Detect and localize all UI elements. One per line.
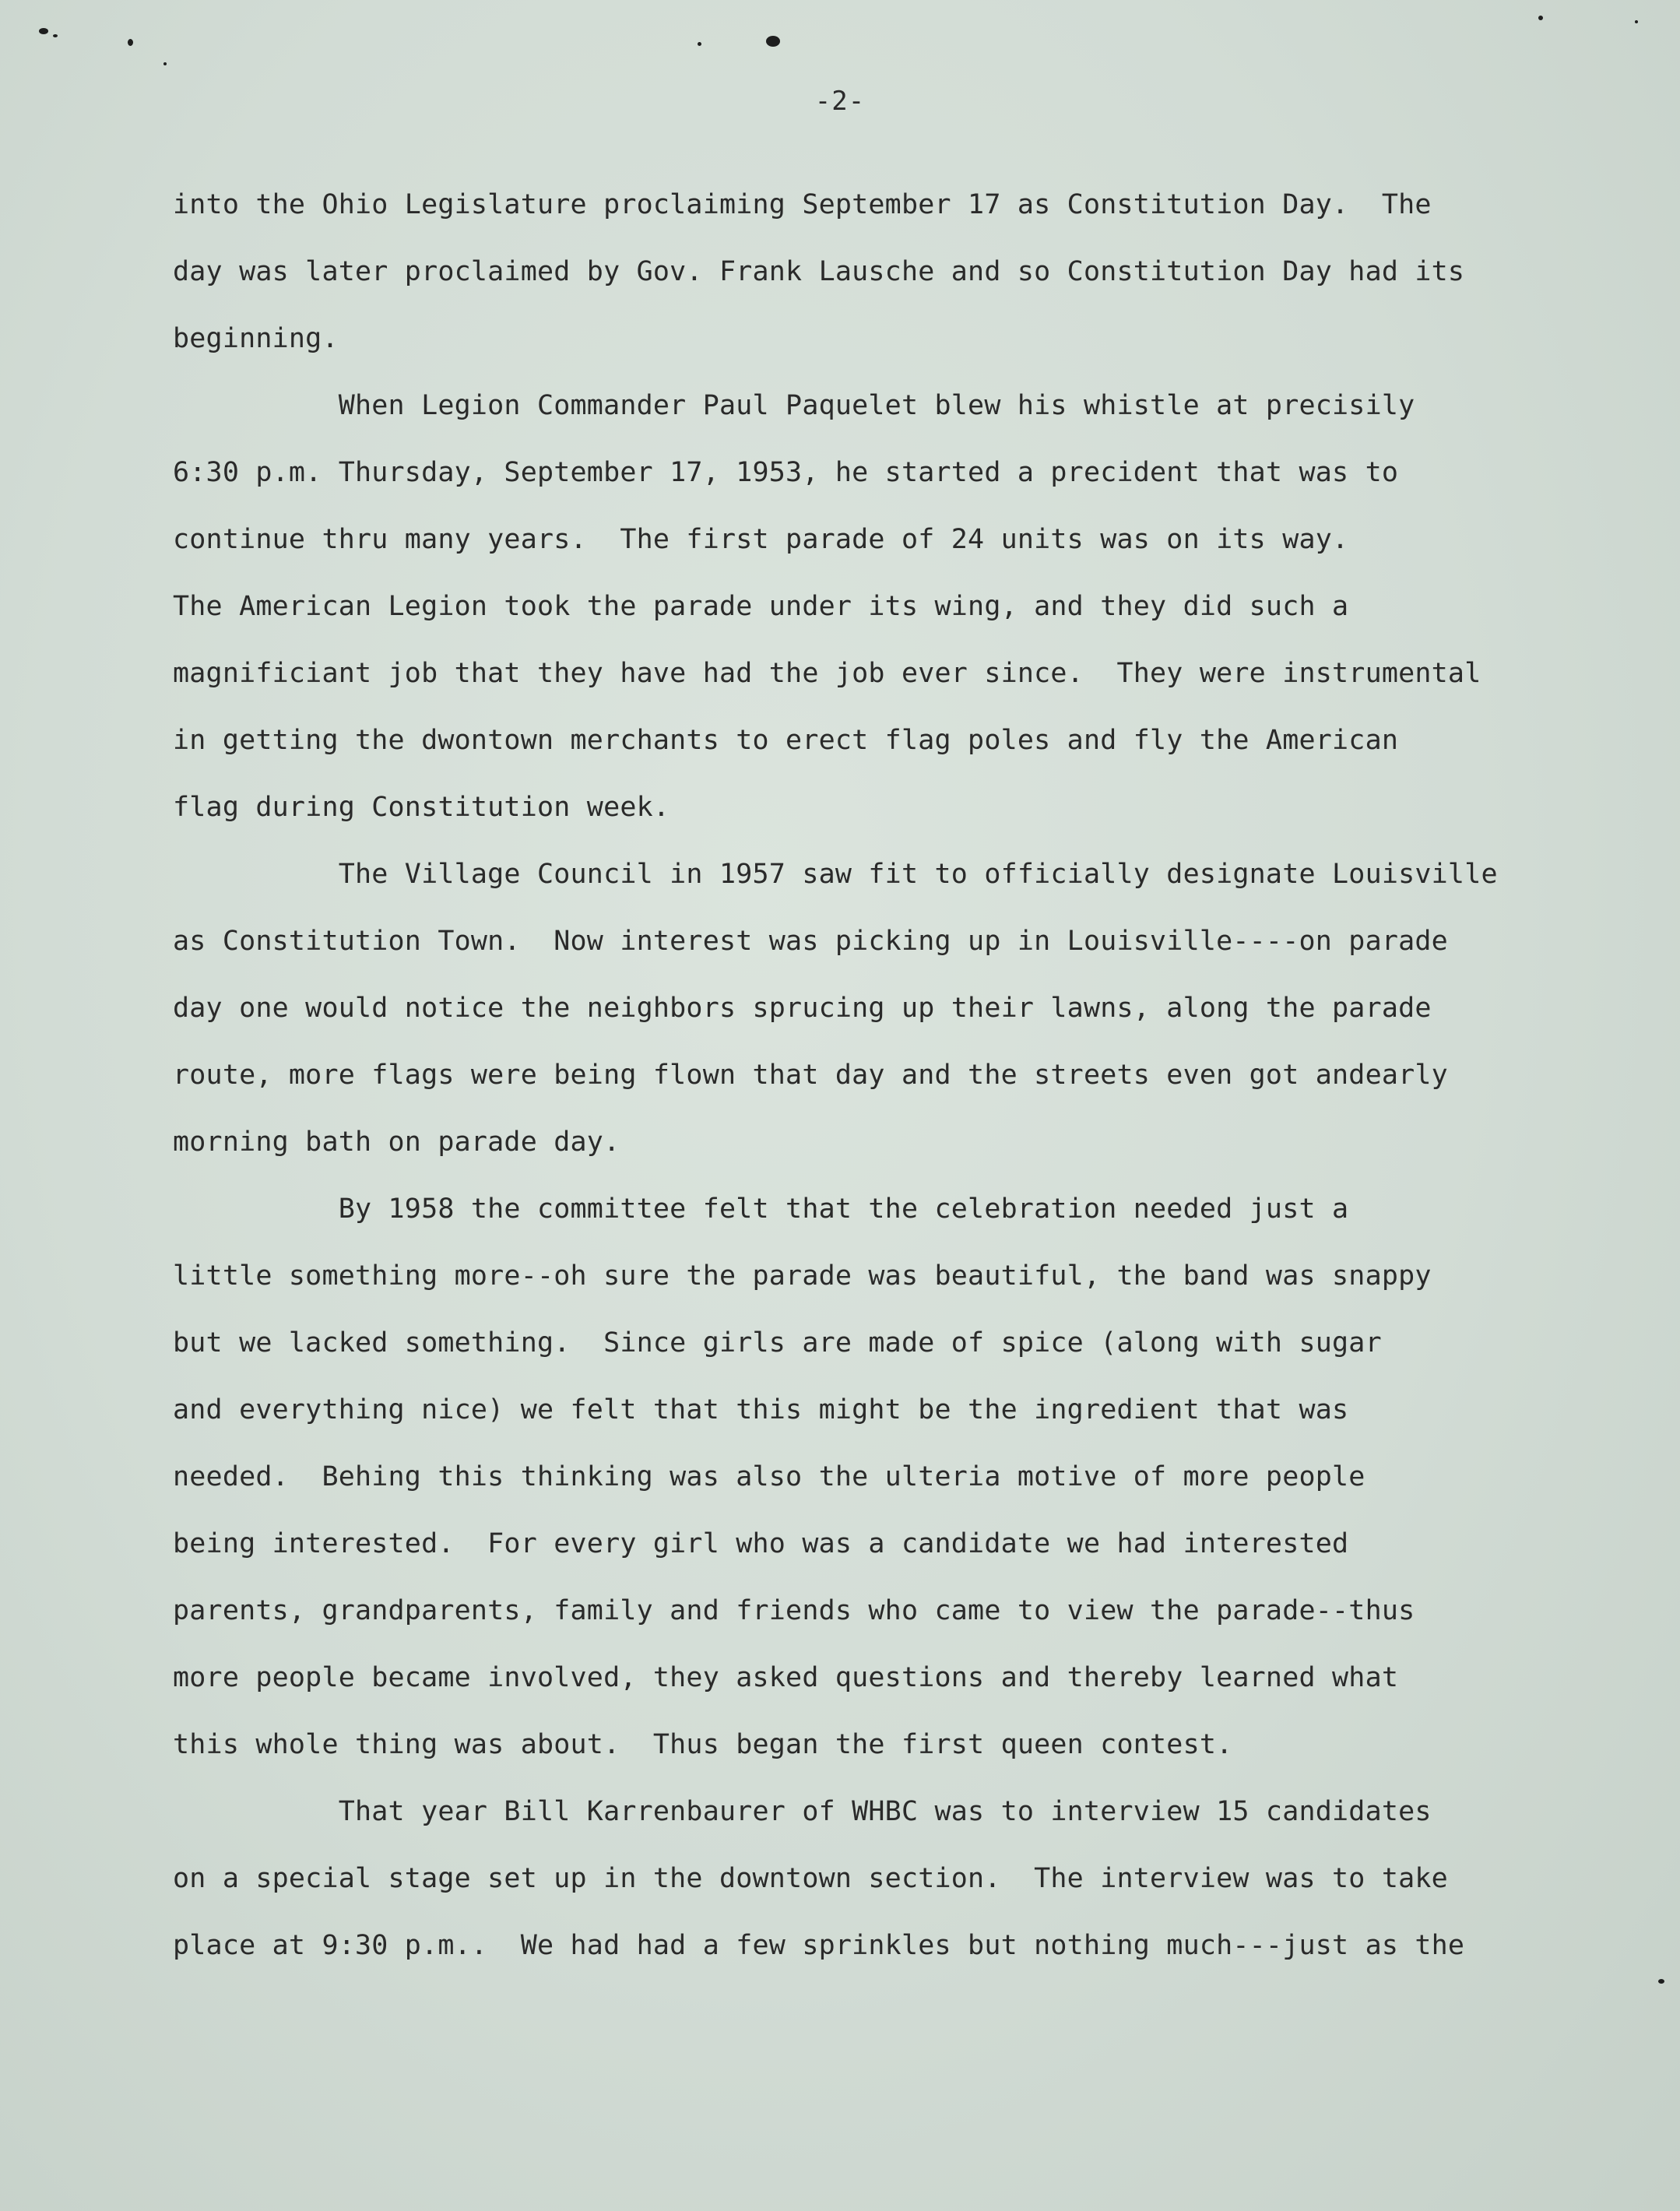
- text-line: more people became involved, they asked questions and thereby learned what: [173, 1662, 1399, 1693]
- scan-speck: [1658, 1979, 1664, 1984]
- scan-speck: [128, 39, 133, 46]
- text-line: By 1958 the committee felt that the celebration needed just a: [173, 1193, 1349, 1225]
- scan-speck: [1538, 16, 1543, 20]
- text-line: in getting the dwontown merchants to erect flag poles and fly the American: [173, 725, 1399, 756]
- text-line: flag during Constitution week.: [173, 792, 670, 823]
- text-line: into the Ohio Legislature proclaiming September 17 as Constitution Day. The: [173, 189, 1432, 220]
- text-line: day was later proclaimed by Gov. Frank Lausche and so Constitution Day had its: [173, 256, 1465, 287]
- text-line: continue thru many years. The first parade of 24 units was on its way.: [173, 524, 1349, 555]
- page-number: -2-: [814, 86, 866, 117]
- text-line: morning bath on parade day.: [173, 1127, 620, 1158]
- text-line: route, more flags were being flown that day and the streets even got andearly: [173, 1060, 1448, 1091]
- text-line: place at 9:30 p.m.. We had had a few sprinkles but nothing much---just as the: [173, 1930, 1465, 1961]
- text-line: The Village Council in 1957 saw fit to officially designate Louisville: [173, 859, 1498, 890]
- text-line: When Legion Commander Paul Paquelet blew his whistle at precisily: [173, 390, 1415, 421]
- text-line: as Constitution Town. Now interest was picking up in Louisville----on parade: [173, 926, 1448, 957]
- text-line: this whole thing was about. Thus began the first queen contest.: [173, 1729, 1233, 1760]
- scan-speck: [53, 34, 58, 37]
- text-line: but we lacked something. Since girls are made of spice (along with sugar: [173, 1327, 1382, 1359]
- text-line: 6:30 p.m. Thursday, September 17, 1953, he started a precident that was to: [173, 457, 1399, 488]
- text-line: being interested. For every girl who was a candidate we had interested: [173, 1528, 1349, 1559]
- text-line: needed. Behing this thinking was also the ulteria motive of more people: [173, 1461, 1365, 1492]
- text-line: parents, grandparents, family and friends who came to view the parade--thus: [173, 1595, 1415, 1626]
- text-line: beginning.: [173, 323, 339, 354]
- text-line: The American Legion took the parade under its wing, and they did such a: [173, 591, 1349, 622]
- scan-speck: [1635, 20, 1638, 23]
- text-line: on a special stage set up in the downtown section. The interview was to take: [173, 1863, 1448, 1894]
- text-line: magnificiant job that they have had the job ever since. They were instrumental: [173, 658, 1481, 689]
- text-line: and everything nice) we felt that this might be the ingredient that was: [173, 1394, 1349, 1425]
- scan-speck: [163, 62, 167, 65]
- scan-speck: [766, 36, 780, 47]
- text-line: day one would notice the neighbors sprucing up their lawns, along the parade: [173, 993, 1432, 1024]
- scan-speck: [39, 28, 48, 34]
- text-line: That year Bill Karrenbaurer of WHBC was to interview 15 candidates: [173, 1796, 1432, 1827]
- scan-speck: [698, 42, 701, 46]
- text-line: little something more--oh sure the parade was beautiful, the band was snappy: [173, 1260, 1432, 1292]
